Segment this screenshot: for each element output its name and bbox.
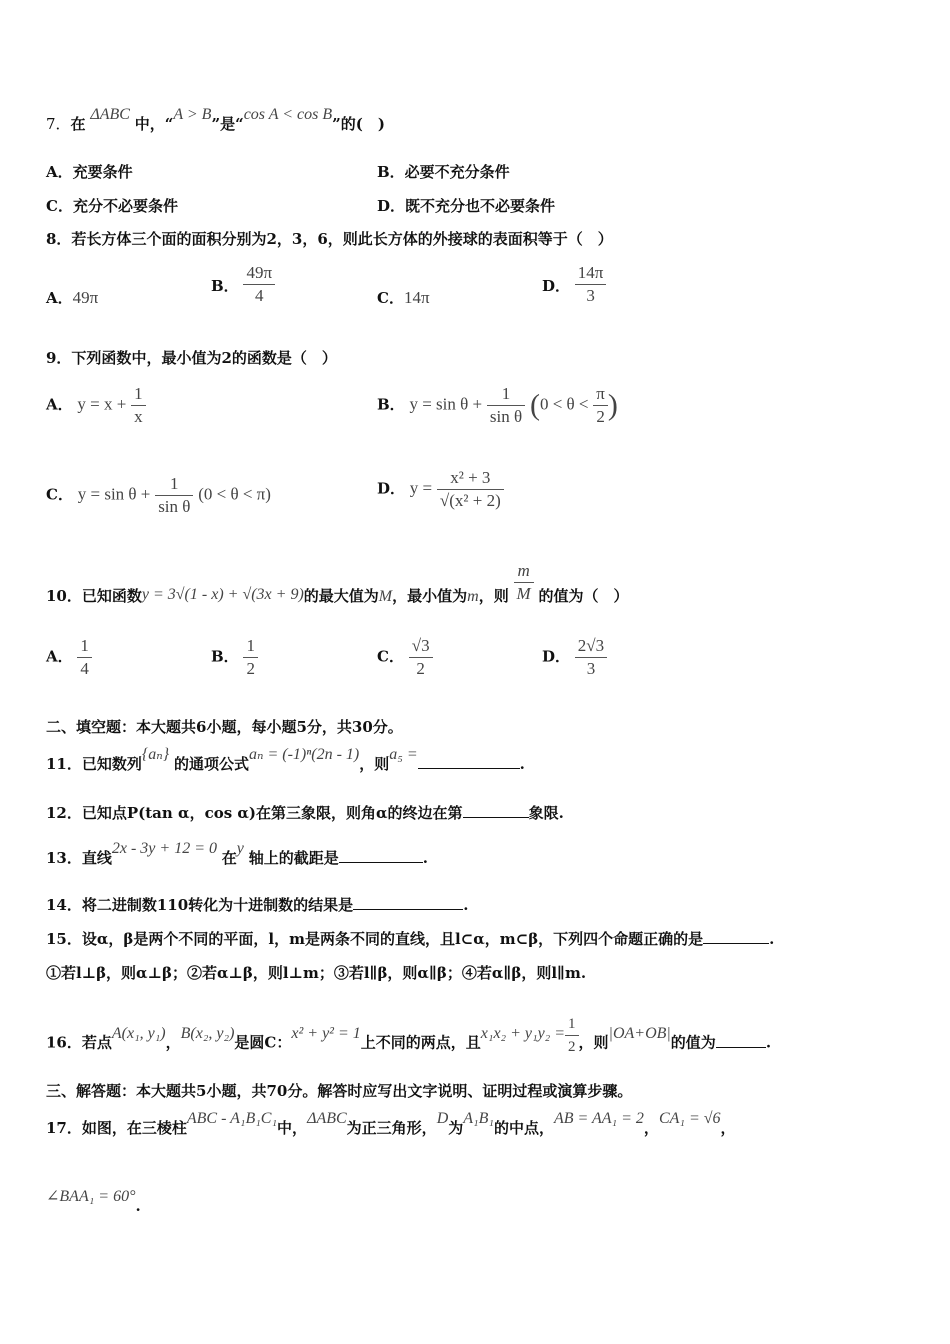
q8-option-d: D． $\frac{14\pi}{3}$ (542, 262, 606, 307)
question-14: 14．将二进制数110转化为十进制数的结果是 . (46, 896, 469, 914)
q7-math-condition: A > B (173, 106, 212, 123)
q9-option-a: A． y = x + $\frac{1}{x}$ (46, 383, 146, 428)
q9-option-c: C． y = sin θ + $\frac{1}{\text{sin θ}}$ (0 < θ < π) (46, 474, 271, 516)
q7-option-a: A．充要条件 (46, 163, 133, 181)
q10-b-fraction: $\frac{1}{2}$ (243, 635, 258, 680)
q12-answer-blank[interactable] (463, 803, 529, 818)
q13-answer-blank[interactable] (339, 848, 423, 863)
q7-option-c: C．充分不必要条件 (46, 197, 178, 215)
question-11: 11．已知数列{aₙ} 的通项公式aₙ = (-1)ⁿ(2n - 1)，则a₅ =. (46, 746, 525, 773)
q9-option-b: B． y = sin θ + $\frac{1}{\text{sin θ}}$ (0 < θ < $\frac{\pi}{2}$ ) (377, 384, 618, 426)
q10-d-fraction: $\frac{2√3}{3}$ (575, 635, 607, 680)
q10-option-d: D． $\frac{2√3}{3}$ (542, 635, 607, 680)
q11-answer-blank[interactable] (418, 754, 520, 769)
q7-number: 7． (46, 115, 71, 133)
question-9: 9．下列函数中，最小值为2的函数是（ ） (46, 349, 337, 367)
q8-option-c: C．14π (377, 288, 430, 307)
q10-option-c: C． $\frac{√3}{2}$ (377, 635, 433, 680)
q9-c-fraction: $\frac{1}{\text{sin θ}}$ (155, 473, 193, 518)
question-13: 13．直线2x - 3y + 12 = 0 在y 轴上的截距是 . (46, 840, 428, 867)
question-15: 15．设α，β是两个不同的平面，l，m是两条不同的直线，且l⊂α，m⊂β，下列四个命题正确的是 . (46, 930, 775, 948)
q16-fraction: $\frac{1}{2}$ (565, 1013, 579, 1058)
q16-answer-blank[interactable] (716, 1033, 766, 1048)
question-15-propositions: ①若l⊥β，则α⊥β；②若α⊥β，则l⊥m；③若l∥β，则α∥β；④若α∥β，则l∥m. (46, 964, 587, 982)
question-17-angle: ∠BAA₁ = 60°. (46, 1188, 141, 1215)
section-3-heading: 三、解答题：本大题共5小题，共70分。解答时应写出文字说明、证明过程或演算步骤。 (46, 1082, 633, 1100)
section-2-heading: 二、填空题：本大题共6小题，每小题5分，共30分。 (46, 718, 403, 736)
q7-option-d: D．既不充分也不必要条件 (377, 197, 556, 215)
q10-option-b: B． $\frac{1}{2}$ (211, 635, 258, 680)
q9-a-fraction: $\frac{1}{x}$ (131, 383, 146, 428)
q8-option-a: A．49π (46, 288, 99, 307)
question-7: 7．在 ΔABC 中，“A > B”是“cos A < cos B”的( ) (46, 106, 385, 133)
q10-option-a: A． $\frac{1}{4}$ (46, 635, 92, 680)
question-12: 12．已知点P(tan α，cos α)在第三象限，则角α的终边在第 象限. (46, 804, 564, 822)
q9-b-cond-fraction: $\frac{\pi}{2}$ (593, 383, 608, 428)
q10-a-fraction: $\frac{1}{4}$ (77, 635, 92, 680)
q9-option-d: D． y = $\frac{\text{x² + 3}}{\text{√(x² + 2)}}$ (377, 467, 504, 512)
question-16: 16．若点A(x₁, y₁)，B(x₂, y₂)是圆C：x² + y² = 1上不同的两点，且x₁x₂ + y₁y₂ = $\frac{1}{2}$ ，则|OA+OB|的值为 . (46, 1021, 771, 1066)
q8-option-b: B． $\frac{49\pi}{4}$ (211, 262, 275, 307)
q9-d-fraction: $\frac{\text{x² + 3}}{\text{√(x² + 2)}}$ (437, 467, 504, 512)
question-10: 10．已知函数y = 3√(1 - x) + √(3x + 9)的最大值为M，最小值为m，则 $\frac{m}{M}$ 的值为（ ） (46, 561, 629, 605)
q15-answer-blank[interactable] (703, 929, 769, 944)
q10-c-fraction: $\frac{√3}{2}$ (409, 635, 433, 680)
q14-answer-blank[interactable] (353, 895, 463, 910)
q7-math-cos: cos A < cos B (243, 106, 333, 123)
q10-math-function: y = 3√(1 - x) + √(3x + 9) (141, 585, 304, 603)
question-17: 17．如图，在三棱柱ABC - A₁B₁C₁中，ΔABC为正三角形，D为A₁B₁的中点，AB = AA₁ = 2，CA₁ = √6， (46, 1110, 736, 1137)
question-8: 8．若长方体三个面的面积分别为2，3，6，则此长方体的外接球的表面积等于（ ） (46, 230, 613, 248)
q7-option-b: B．必要不充分条件 (377, 163, 510, 181)
q9-b-fraction: $\frac{1}{\text{sin θ}}$ (487, 383, 525, 428)
q10-fraction: $\frac{m}{M}$ (514, 560, 534, 605)
q7-math-triangle: ΔABC (90, 106, 130, 123)
q8-b-fraction: $\frac{49\pi}{4}$ (243, 262, 275, 307)
q8-d-fraction: $\frac{14\pi}{3}$ (575, 262, 607, 307)
